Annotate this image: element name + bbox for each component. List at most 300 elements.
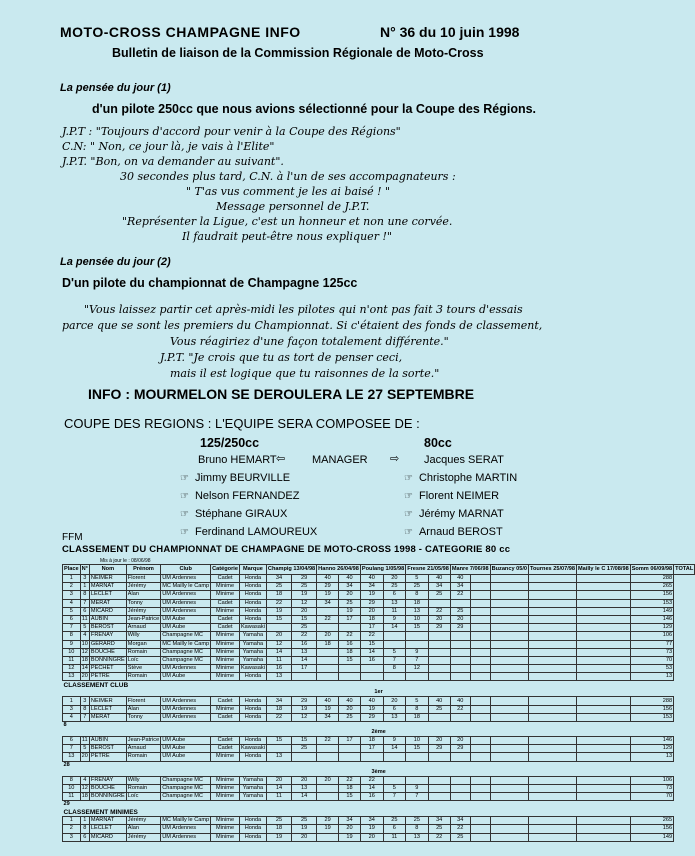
table-cell: 11 [383,833,406,841]
section-row [63,729,695,737]
table-cell: 53 [630,665,673,673]
table-cell: Alan [126,705,160,713]
table-cell: 16 [266,665,291,673]
table-cell: Alan [126,825,160,833]
table-cell [383,673,406,681]
table-cell: 7 [80,713,89,721]
table-row [63,599,695,607]
table-cell: Honda [239,737,266,745]
table-cell: 25 [428,591,450,599]
pensee-1-line: "Représenter la Ligue, c'est un honneur et non une corvée. [122,215,453,228]
table-cell [450,784,470,792]
table-cell: 18 [81,656,88,663]
table-cell [317,792,339,800]
table-cell: 19 [360,591,383,599]
table-cell [529,583,577,591]
table-cell [577,705,631,713]
table-cell [317,833,339,841]
table-cell [529,825,577,833]
table-cell: 6 [80,607,89,615]
table-cell [470,640,490,648]
table-cell: 15 [339,792,361,800]
table-cell: 17 [360,624,383,632]
table-cell: 3 [63,591,81,599]
table-cell: 20 [81,753,88,760]
col-header: Hanno 26/04/98 [317,565,361,575]
pointing-hand-icon: ☞ [180,527,189,538]
table-cell [490,575,528,583]
table-cell [470,705,490,713]
table-cell: 4 [63,713,81,721]
table-cell: 34 [428,817,450,825]
table-cell: 13 [266,753,291,761]
table-cell: 25 [406,817,428,825]
table-cell: 34 [339,817,361,825]
table-cell: 19 [292,825,317,833]
section-row [63,722,695,730]
col-header: Mailly le C 17/08/98 [577,565,631,575]
table-cell: 9 [63,640,81,648]
table-cell: 40 [339,697,361,705]
table-cell: 129 [630,624,673,632]
table-cell: 7 [63,745,81,753]
table-cell [529,640,577,648]
table-cell: Jérémy [126,817,160,825]
table-cell: FRENAY [89,776,126,784]
manager-right: Jacques SERAT [424,454,504,466]
section-title: CLASSEMENT CLUB [63,681,129,689]
table-cell: Yamaha [239,648,266,656]
table-cell: Minime [211,705,240,713]
table-cell [490,665,528,673]
table-cell: 34 [450,583,470,591]
table-cell [490,615,528,623]
table-cell: 25 [428,705,450,713]
table-cell: BOUCHE [89,648,126,656]
table-row [63,648,695,656]
table-cell [490,673,528,681]
table-cell: 18 [266,705,291,713]
table-cell [577,624,631,632]
table-cell: 18 [81,793,88,800]
table-cell [577,656,631,664]
table-cell: 106 [630,632,673,640]
table-cell [383,753,406,761]
table-cell: Minime [211,583,240,591]
table-cell: 14 [383,745,406,753]
section-row [63,801,695,809]
col-header: Tournes 25/07/98 [529,565,577,575]
table-cell [266,624,291,632]
section-title: CLASSEMENT MINIMES [63,808,138,816]
table-cell: 20 [339,825,361,833]
table-cell: 20 [339,591,361,599]
table-cell [470,607,490,615]
table-cell [317,753,339,761]
table-cell: 40 [428,697,450,705]
col-header: Poulang 1/05/98 [360,565,405,575]
table-cell [470,673,490,681]
table-cell: 13 [630,753,673,761]
table-cell: 40 [360,697,383,705]
table-cell [470,575,490,583]
table-cell: 22 [428,833,450,841]
table-cell: 6 [383,825,406,833]
section-row [63,689,695,697]
table-cell: 12 [81,784,88,791]
table-cell: 13 [406,607,428,615]
table-cell: 8 [406,591,428,599]
table-cell: 18 [406,713,428,721]
table-cell [317,624,339,632]
table-row [63,640,695,648]
table-row [63,745,695,753]
table-cell: 25 [292,817,317,825]
table-cell: 12 [81,648,88,655]
rider-250: ☞ Jimmy BEURVILLE [180,472,291,484]
table-cell: Minime [211,648,240,656]
table-cell: Morgan [126,640,160,648]
table-cell [383,640,406,648]
table-cell: 19 [317,591,339,599]
table-cell: 19 [339,607,361,615]
coupe-regions-title: COUPE DES REGIONS : L'EQUIPE SERA COMPOSEE DE : [64,416,420,431]
table-cell: 8 [80,591,89,599]
table-cell: 25 [428,825,450,833]
table-cell: Honda [239,575,266,583]
table-cell: 12 [292,599,317,607]
table-cell: 13 [383,599,406,607]
table-cell: 8 [63,776,81,784]
table-cell: BEROST [89,624,126,632]
table-cell: 13 [630,673,673,681]
table-cell: 22 [266,599,291,607]
table-cell: 18 [266,825,291,833]
table-cell [529,615,577,623]
table-cell: MC Mailly le Camp [162,640,210,647]
table-row [63,583,695,591]
table-cell [577,833,631,841]
table-cell: Champagne MC [161,776,211,784]
table-cell: 18 [360,737,383,745]
table-cell: 19 [339,833,361,841]
table-cell: Kawasaki [240,665,265,672]
table-cell: Jérémy [126,833,160,841]
table-cell: 9 [383,737,406,745]
table-cell: 22 [266,713,291,721]
table-cell [383,632,406,640]
table-cell: 288 [630,575,673,583]
table-cell: 149 [630,833,673,841]
table-row [63,753,695,761]
bulletin-title: MOTO-CROSS CHAMPAGNE INFO [60,24,301,40]
table-cell [529,737,577,745]
table-row [63,833,695,841]
table-cell: UM Ardennes [161,713,211,721]
table-cell: 6 [383,705,406,713]
table-cell [490,833,528,841]
table-cell: UM Aube [161,624,211,632]
table-cell: BONNINGRE [90,656,125,663]
table-cell: 40 [428,575,450,583]
table-cell: PETRE [89,753,126,761]
table-cell [360,665,383,673]
table-cell: 288 [630,697,673,705]
table-cell [490,656,528,664]
rider-80: ☞ Jérémy MARNAT [404,508,504,520]
table-cell [529,745,577,753]
table-cell: Alan [126,591,160,599]
table-cell [529,575,577,583]
table-cell: 7 [383,792,406,800]
table-cell: 11 [63,656,81,664]
rider-80: ☞ Florent NEIMER [404,490,500,502]
table-cell: 3 [80,575,89,583]
table-cell: 20 [383,575,406,583]
table-cell [577,817,631,825]
table-cell: 29 [450,745,470,753]
table-cell: 25 [450,833,470,841]
table-cell: 146 [630,615,673,623]
table-cell: 14 [81,665,88,672]
table-cell: 5 [80,745,89,753]
section-subtitle: 28 [63,761,70,768]
table-cell [292,673,317,681]
table-cell [470,833,490,841]
table-cell: 11 [81,737,88,744]
table-cell: 8 [406,825,428,833]
table-cell [529,833,577,841]
table-cell [360,673,383,681]
table-cell [577,784,631,792]
table-cell: 29 [292,575,317,583]
table-cell [577,665,631,673]
table-cell: 5 [63,607,81,615]
table-cell: Honda [239,607,266,615]
table-cell: Tonny [126,713,160,721]
table-cell: 8 [80,825,89,833]
table-cell [529,656,577,664]
table-cell: Honda [239,817,266,825]
col-header: TOTAL [674,565,695,575]
table-cell: 1 [80,583,89,591]
section-subtitle: 8 [63,722,67,728]
table-cell: Minime [211,825,240,833]
table-cell: 19 [360,705,383,713]
table-cell: MERAT [89,713,126,721]
table-cell [317,665,339,673]
table-cell [360,753,383,761]
table-cell: 20 [81,673,88,680]
table-cell: 19 [292,591,317,599]
table-cell: 106 [630,776,673,784]
table-cell [317,673,339,681]
table-cell: 29 [450,624,470,632]
table-row [63,737,695,745]
table-cell [490,599,528,607]
table-cell: 19 [317,825,339,833]
table-cell [577,713,631,721]
table-cell: 19 [266,607,291,615]
table-cell: UM Ardennes [161,825,211,833]
table-cell: Florent [126,697,160,705]
col-header: Nom [89,565,126,575]
table-row [63,615,695,623]
table-cell: LECLET [89,825,126,833]
table-cell [577,745,631,753]
table-cell [317,607,339,615]
table-cell: 12 [266,640,291,648]
table-cell: NEIMER [89,697,126,705]
table-cell: Romain [126,753,160,761]
table-cell: 29 [360,713,383,721]
table-cell: 22 [450,705,470,713]
rider-80: ☞ Arnaud BEROST [404,526,503,538]
table-cell [470,665,490,673]
table-cell: 20 [339,705,361,713]
table-cell: 15 [406,745,428,753]
pensee-2-line: Vous réagiriez d'une façon totalement différente." [170,335,449,348]
table-cell [490,817,528,825]
table-cell [339,753,361,761]
table-cell: 25 [450,607,470,615]
table-cell [450,599,470,607]
table-cell: Champagne MC [161,632,211,640]
table-row [63,665,695,673]
table-cell: 19 [292,705,317,713]
table-cell: MARNAT [89,583,126,591]
table-cell: 25 [266,817,291,825]
rider-250: ☞ Stéphane GIRAUX [180,508,288,520]
table-cell [529,632,577,640]
table-cell: 22 [450,825,470,833]
pensee-2-line: "Vous laissez partir cet après-midi les pilotes qui n'ont pas fait 3 tours d'essais [84,303,523,316]
table-cell: Honda [239,713,266,721]
table-cell: Cadet [211,697,240,705]
table-cell: 20 [317,632,339,640]
table-row [63,784,695,792]
table-cell [490,745,528,753]
table-cell: 13 [406,833,428,841]
table-cell: 6 [63,615,81,623]
table-cell: 20 [292,607,317,615]
col-header: Place [63,565,81,575]
table-cell [529,624,577,632]
table-cell: 34 [317,599,339,607]
table-cell: 34 [428,583,450,591]
table-cell: UM Aube [161,673,211,681]
table-cell: 5 [406,697,428,705]
table-cell: 8 [80,705,89,713]
pointing-hand-icon: ☞ [404,473,413,484]
table-cell: Honda [239,591,266,599]
table-cell: 15 [266,737,291,745]
table-cell: 40 [450,575,470,583]
table-cell: Minime [211,792,240,800]
table-cell [470,792,490,800]
table-cell: 14 [360,648,383,656]
table-cell: Honda [239,833,266,841]
ffm-label: FFM [62,532,83,543]
table-cell: Jean-Patrice [127,616,160,623]
table-cell [577,607,631,615]
table-cell: 19 [360,825,383,833]
table-cell [266,745,291,753]
table-row [63,817,695,825]
table-cell: 4 [80,632,89,640]
table-cell [529,753,577,761]
section-row [63,769,695,777]
table-cell [577,640,631,648]
table-cell: 11 [266,792,291,800]
table-cell [470,615,490,623]
table-cell: 25 [339,713,361,721]
table-cell: 20 [450,737,470,745]
table-cell: Minime [211,656,240,664]
table-row [63,792,695,800]
table-cell: 20 [428,737,450,745]
table-cell: 8 [406,705,428,713]
table-cell [428,673,450,681]
pensee-1-line: J.P.T : "Toujours d'accord pour venir à la Coupe des Régions" [62,125,401,138]
table-cell: MERAT [89,599,126,607]
table-cell [428,640,450,648]
col-header: Fresne 21/05/98 [406,565,451,575]
table-cell: Jérémy [126,583,160,591]
table-cell: 7 [406,656,428,664]
section-subtitle: 3ème [371,768,386,775]
table-cell: 40 [317,697,339,705]
table-cell: MARNAT [89,817,126,825]
table-cell: 7 [80,599,89,607]
table-cell: BONNINGRE [90,793,125,800]
table-cell: Honda [239,583,266,591]
table-cell: 10 [63,648,81,656]
table-row [63,705,695,713]
table-cell [529,599,577,607]
table-cell: 25 [292,583,317,591]
table-cell: 19 [266,833,291,841]
table-cell: 34 [317,713,339,721]
table-cell [577,673,631,681]
table-cell: UM Ardennes [161,833,211,841]
table-cell: UM Ardennes [161,665,211,673]
table-cell: 18 [360,615,383,623]
table-cell [406,632,428,640]
table-cell: Minime [211,607,240,615]
table-cell: Minime [211,817,240,825]
table-cell: Loïc [126,656,160,664]
table-cell: 34 [339,583,361,591]
table-cell: 16 [292,640,317,648]
table-cell: MICARD [89,607,126,615]
table-cell [450,632,470,640]
table-cell [577,632,631,640]
table-cell: 9 [406,784,428,792]
table-cell: 18 [339,648,361,656]
table-cell: 7 [406,792,428,800]
table-cell [406,640,428,648]
table-cell: 12 [63,665,81,673]
table-cell [490,583,528,591]
table-row [63,673,695,681]
table-cell: 18 [317,640,339,648]
table-cell [577,697,631,705]
table-cell: 153 [630,599,673,607]
table-cell: 29 [360,599,383,607]
pointing-hand-icon: ☞ [404,491,413,502]
section-row [63,681,695,690]
